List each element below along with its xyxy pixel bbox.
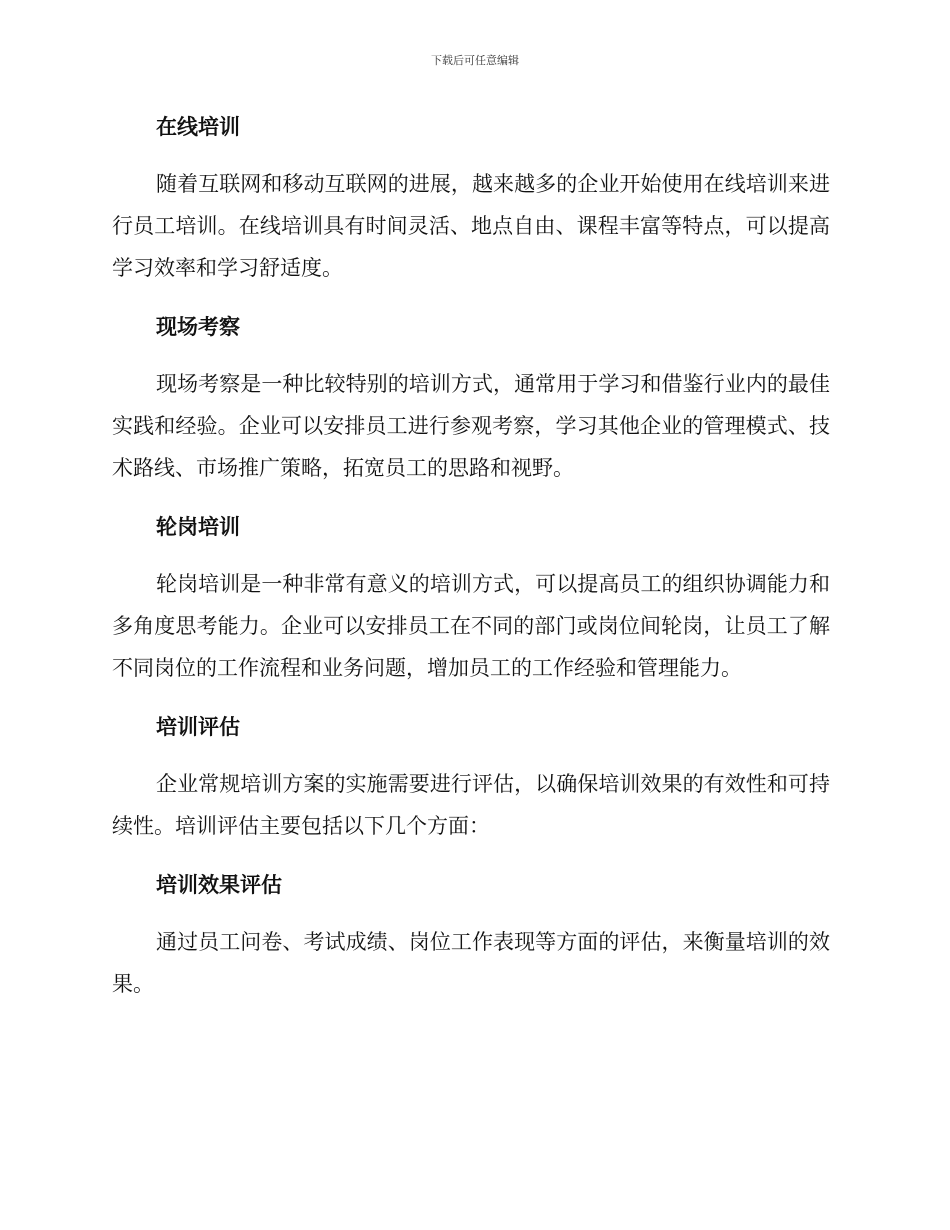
- section-heading-training-evaluation: 培训评估: [156, 715, 240, 739]
- section-paragraph-job-rotation: 轮岗培训是一种非常有意义的培训方式，可以提高员工的组织协调能力和多角度思考能力。企业可以安排员工在不同的部门或岗位间轮岗，让员工了解不同岗位的工作流程和业务问题，增加员工的工作经验和管理能力。: [112, 572, 830, 680]
- section-heading-effect-evaluation: 培训效果评估: [156, 873, 282, 897]
- section-paragraph-site-visit: 现场考察是一种比较特别的培训方式，通常用于学习和借鉴行业内的最佳实践和经验。企业可以安排员工进行参观考察，学习其他企业的管理模式、技术路线、市场推广策略，拓宽员工的思路和视野。: [112, 372, 830, 480]
- page-header: 下载后可任意编辑: [431, 54, 519, 67]
- section-heading-job-rotation: 轮岗培训: [156, 515, 240, 539]
- document-body: [112, 111, 830, 1005]
- section-heading-site-visit: 现场考察: [156, 315, 240, 339]
- section-heading-online-training: 在线培训: [156, 115, 240, 139]
- section-paragraph-training-evaluation: 企业常规培训方案的实施需要进行评估，以确保培训效果的有效性和可持续性。培训评估主要包括以下几个方面：: [112, 772, 830, 838]
- section-paragraph-online-training: 随着互联网和移动互联网的进展，越来越多的企业开始使用在线培训来进行员工培训。在线培训具有时间灵活、地点自由、课程丰富等特点，可以提高学习效率和学习舒适度。: [112, 172, 830, 280]
- section-paragraph-effect-evaluation: 通过员工问卷、考试成绩、岗位工作表现等方面的评估，来衡量培训的效果。: [112, 930, 830, 996]
